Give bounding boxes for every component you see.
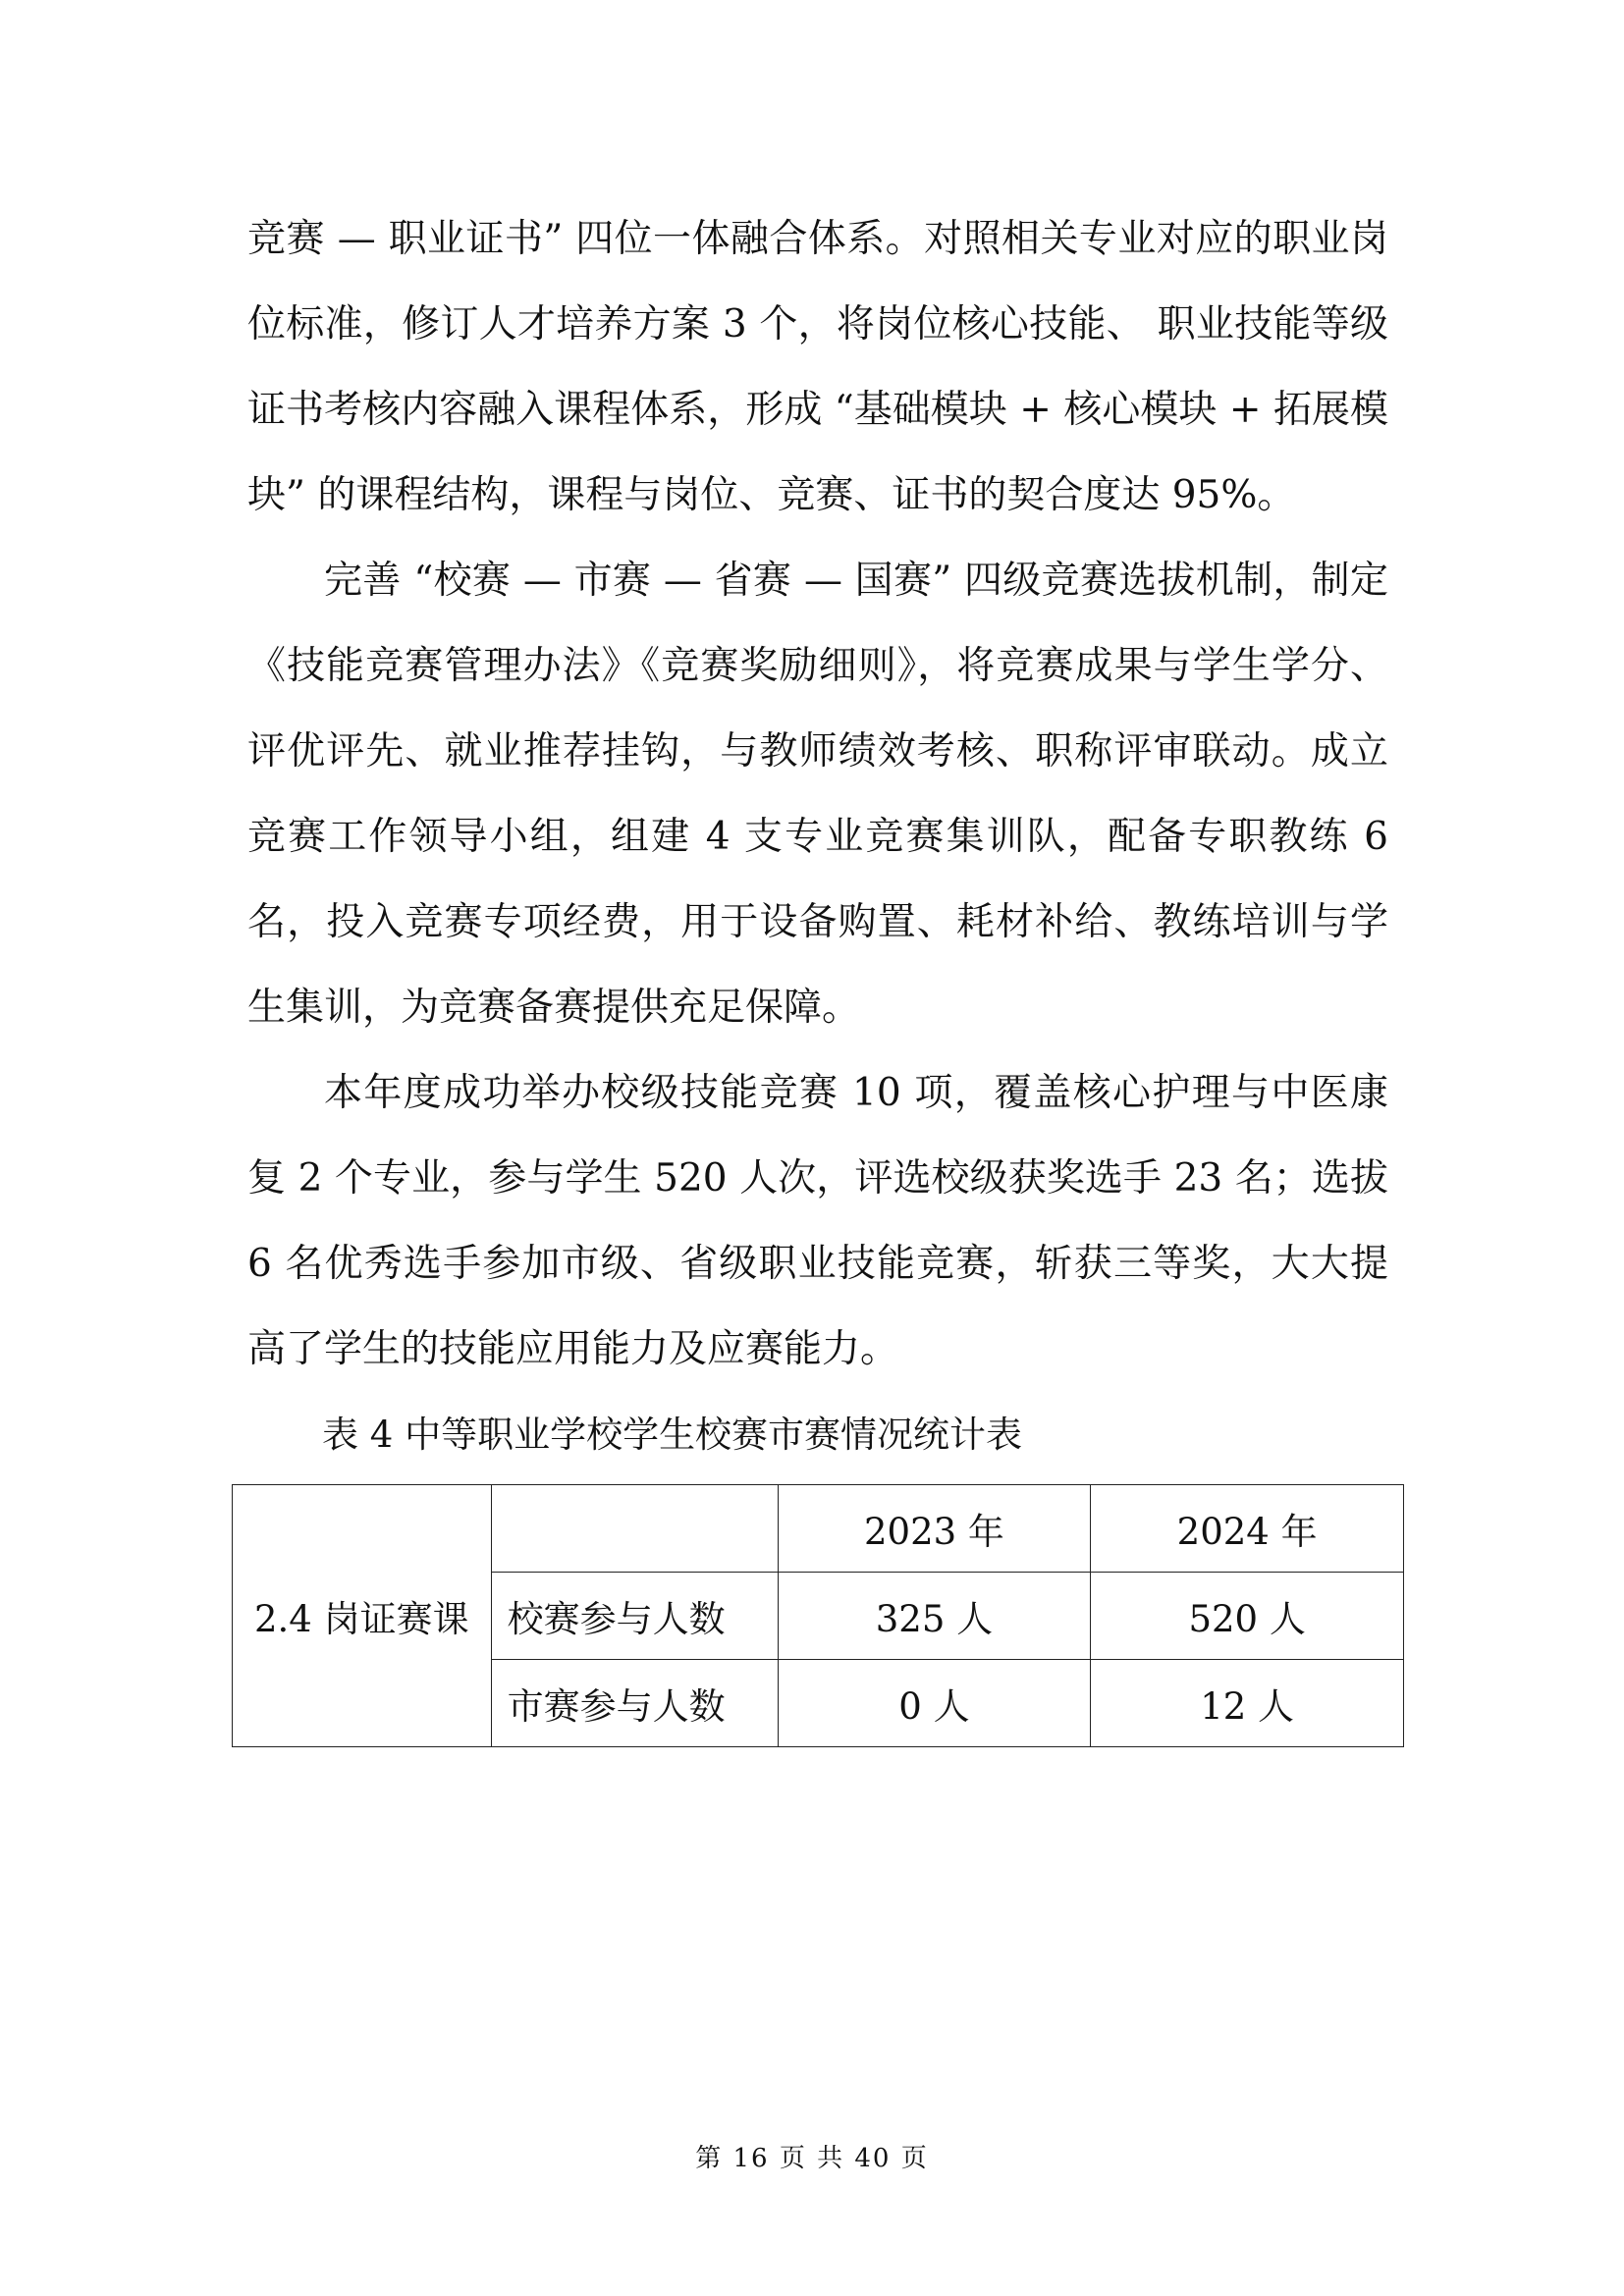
table-header-2023: 2023 年	[778, 1485, 1091, 1573]
table-row-label: 市赛参与人数	[491, 1660, 778, 1747]
table-cell: 12 人	[1091, 1660, 1404, 1747]
table-row-label: 校赛参与人数	[491, 1573, 778, 1660]
document-body	[247, 196, 1388, 1477]
table-section-label: 2.4 岗证赛课	[233, 1485, 492, 1747]
table-header-2024: 2024 年	[1091, 1485, 1404, 1573]
table-cell: 325 人	[778, 1573, 1091, 1660]
table-header-row	[233, 1485, 1404, 1573]
competition-stats-table	[232, 1484, 1404, 1747]
table-header-blank-cell	[491, 1485, 778, 1573]
table-cell: 0 人	[778, 1660, 1091, 1747]
body-paragraph-2: 完善 “校赛 — 市赛 — 省赛 — 国赛” 四级竞赛选拔机制，制定《技能竞赛管理办法》《竞赛奖励细则》，将竞赛成果与学生学分、评优评先、就业推荐挂钩，与教师绩效考核、职称评审联动。成立竞赛工作领导小组，组建 4 支专业竞赛集训队，配备专职教练 6 名，投入竞赛专项经费，用于设备购置、耗材补给、教练培训与学生集训，为竞赛备赛提供充足保障。	[247, 559, 1388, 1030]
page-number-footer: 第 16 页 共 40 页	[695, 2144, 929, 2173]
table-caption: 表 4 中等职业学校学生校赛市赛情况统计表	[322, 1414, 1023, 1456]
table-cell: 520 人	[1091, 1573, 1404, 1660]
body-paragraph-1: 竞赛 — 职业证书” 四位一体融合体系。对照相关专业对应的职业岗位标准，修订人才培养方案 3 个，将岗位核心技能、 职业技能等级证书考核内容融入课程体系，形成 “基础模块 + 核心模块 + 拓展模块” 的课程结构，课程与岗位、竞赛、证书的契合度达 95%。	[247, 217, 1388, 517]
body-paragraph-3: 本年度成功举办校级技能竞赛 10 项，覆盖核心护理与中医康复 2 个专业，参与学生 520 人次，评选校级获奖选手 23 名；选拔 6 名优秀选手参加市级、省级职业技能竞赛，斩获三等奖，大大提高了学生的技能应用能力及应赛能力。	[247, 1071, 1388, 1371]
